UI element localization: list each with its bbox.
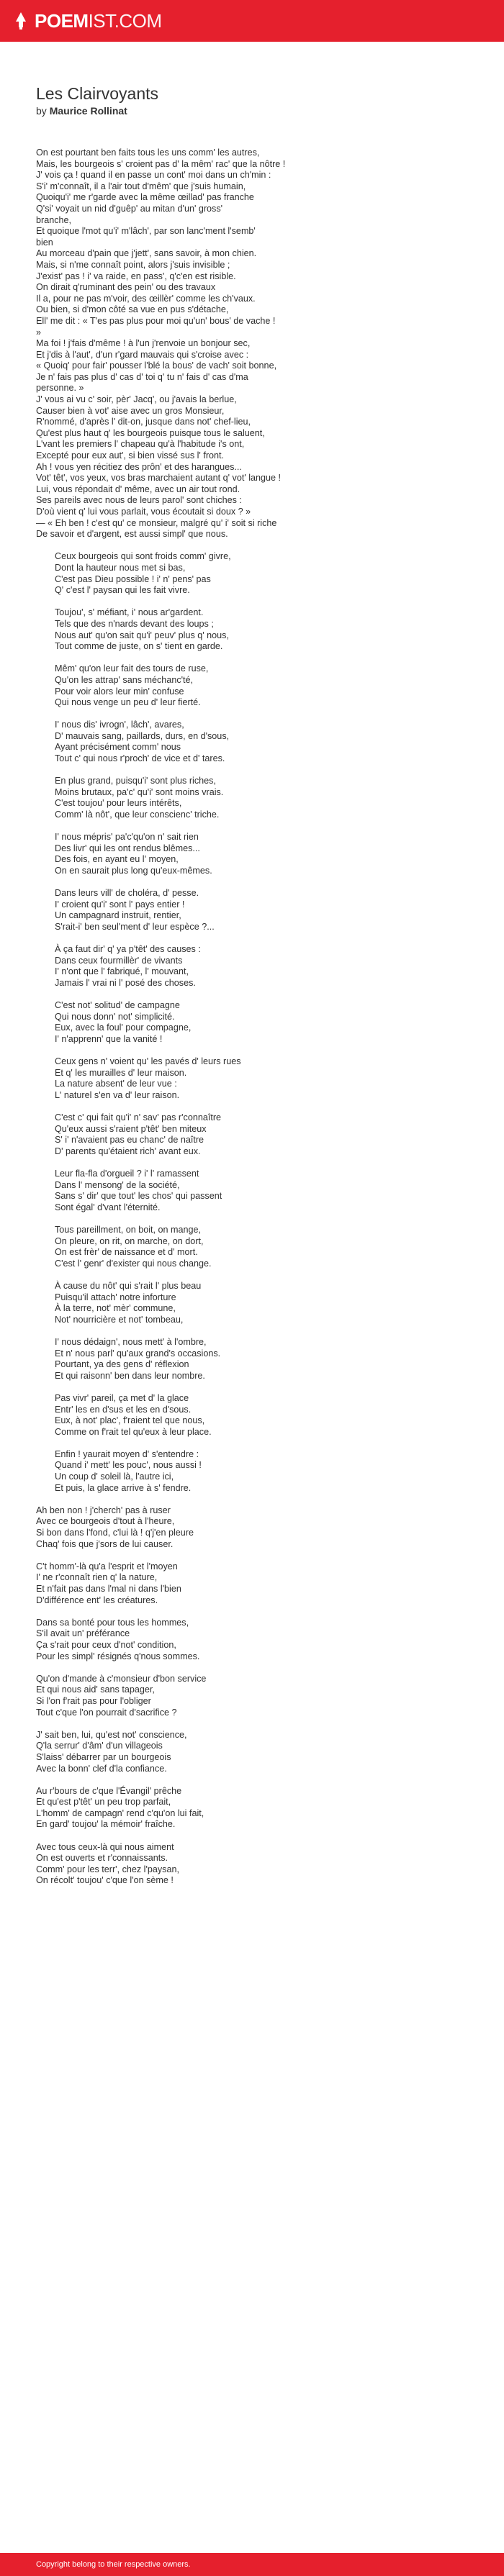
poem-line: D' mauvais sang, paillards, durs, en d'sous, xyxy=(55,730,230,741)
poem-line: Un coup d' soleil là, l'autre ici, xyxy=(55,1471,174,1482)
poem-line: Tels que des n'nards devant des loups ; xyxy=(55,618,214,629)
poem-line: Q' c'est l' paysan qui les fait vivre. xyxy=(55,585,190,596)
poem-line: bien xyxy=(36,237,53,248)
poem-line: Ça s'rait pour ceux d'not' condition, xyxy=(36,1639,176,1650)
poem-line: I' ne r'connaît rien q' la nature, xyxy=(36,1572,158,1583)
author-link[interactable]: Maurice Rollinat xyxy=(49,105,127,117)
poem-line: Q'si' voyait un nid d'guêp' au mitan d'un' gross' xyxy=(36,203,223,214)
poem-line: Vot' têt', vos yeux, vos bras marchaient autant q' vot' langue ! xyxy=(36,473,282,484)
poem-title: Les Clairvoyants xyxy=(36,84,159,103)
poem-line: Mêm' qu'on leur fait des tours de ruse, xyxy=(55,663,209,674)
poem-line: Ceux gens n' voient qu' les pavés d' leurs rues xyxy=(55,1056,241,1067)
poem-line: Not' nourricière et not' tombeau, xyxy=(55,1314,184,1325)
poem-body xyxy=(36,148,468,1887)
poem-line: À cause du nôt' qui s'rait l' plus beau xyxy=(55,1280,202,1291)
poem-line: Au morceau d'pain que j'jett', sans savoir, à mon chien. xyxy=(36,248,257,259)
poem-stanza xyxy=(36,1674,468,1718)
poem-line: Qu'on les attrap' sans méchanc'té, xyxy=(55,674,194,685)
poem-stanza xyxy=(36,1561,468,1606)
poem-line: Tout c' qui nous r'proch' de vice et d' tares. xyxy=(55,753,225,764)
poem-line: Dans leurs vill' de choléra, d' pesse. xyxy=(55,888,199,899)
poem-line: Comm' pour les terr', chez l'paysan, xyxy=(36,1864,179,1874)
poem-line: On pleure, on rit, on marche, on dort, xyxy=(55,1235,204,1246)
poem-line: S'laiss' débarrer par un bourgeois xyxy=(36,1751,171,1762)
poem-line: Je n' fais pas plus d' cas d' toi q' tu n' fais d' cas d'ma xyxy=(36,371,248,382)
poem-stanza xyxy=(36,1056,468,1101)
poem-line: Si bon dans l'fond, c'lui là ! q'j'en pleure xyxy=(36,1528,194,1538)
poem-line: — « Eh ben ! c'est qu' ce monsieur, malgré qu' i' soit si riche xyxy=(36,517,277,528)
poem-line: S'il avait un' préférance xyxy=(36,1628,130,1639)
poem-line: Nous aut' qu'on sait qu'i' peuv' plus q' nous, xyxy=(55,630,229,640)
poem-line: Sans s' dir' que tout' les chos' qui passent xyxy=(55,1191,222,1202)
poem-stanza xyxy=(36,1393,468,1438)
poem-line: personne. » xyxy=(36,383,84,394)
poem-line: Et n'fait pas dans l'mal ni dans l'bien xyxy=(36,1584,181,1594)
poem-line: Qui nous venge un peu d' leur fierté. xyxy=(55,697,201,708)
poem-line: S'rait-i' ben seul'ment d' leur espèce ?... xyxy=(55,921,215,932)
poem-line: On est frèr' de naissance et d' mort. xyxy=(55,1247,198,1258)
poem-line: Et qui raisonn' ben dans leur nombre. xyxy=(55,1370,205,1381)
poem-stanza xyxy=(36,1786,468,1831)
poem-line: Des livr' qui les ont rendus blêmes... xyxy=(55,843,200,853)
poem-line: Enfin ! yaurait moyen d' s'entendre : xyxy=(55,1448,199,1459)
poem-line: En gard' toujou' la mémoir' fraîche. xyxy=(36,1819,176,1830)
poem-line: L' naturel s'en va d' leur raison. xyxy=(55,1089,180,1100)
poem-line: Chaq' fois que j'sors de lui causer. xyxy=(36,1538,174,1549)
poem-line: On dirait q'ruminant des pein' ou des travaux xyxy=(36,282,216,293)
poem-line: Pour les simpl' résignés q'nous sommes. xyxy=(36,1651,200,1661)
poem-stanza xyxy=(36,551,468,596)
poem-stanza xyxy=(36,1337,468,1382)
poem-line: De savoir et d'argent, est aussi simpl' que nous. xyxy=(36,529,228,540)
poem-line: Des fois, en ayant eu l' moyen, xyxy=(55,854,179,865)
poem-line: J'exist' pas ! i' va raide, en pass', q'c'en est risible. xyxy=(36,271,236,281)
byline-prefix: by xyxy=(36,105,47,117)
poem-line: On est pourtant ben faits tous les uns comm' les autres, xyxy=(36,148,260,158)
poem-line: Et j'dis à l'aut', d'un r'gard mauvais qui s'croise avec : xyxy=(36,349,249,360)
poem-line: Ses pareils avec nous de leurs parol' sont chiches : xyxy=(36,495,242,506)
quill-pen-icon[interactable] xyxy=(13,11,29,31)
poem-line: Et qu'est p'têt' un peu trop parfait, xyxy=(36,1797,171,1808)
poem-line: I' croient qu'i' sont l' pays entier ! xyxy=(55,899,185,910)
poem-line: À la terre, not' mèr' commune, xyxy=(55,1303,176,1314)
poem-line: Q'la serrur' d'âm' d'un villageois xyxy=(36,1741,163,1751)
poem-line: À ça faut dir' q' ya p'têt' des causes : xyxy=(55,944,201,955)
poem-byline xyxy=(36,104,468,117)
site-logo[interactable] xyxy=(35,10,162,32)
poem-line: Mais, les bourgeois s' croient pas d' la mêm' rac' que la nôtre ! xyxy=(36,158,286,169)
poem-line: Pas vivr' pareil, ça met d' la glace xyxy=(55,1392,189,1403)
poem-line: Et q' les murailles d' leur maison. xyxy=(55,1067,187,1078)
logo-thin-text: IST.COM xyxy=(88,9,162,32)
poem-stanza xyxy=(36,663,468,708)
poem-line: Causer bien à vot' aise avec un gros Monsieur, xyxy=(36,405,225,416)
poem-line: C'est pas Dieu possible ! i' n' pens' pas xyxy=(55,573,211,584)
poem-line: C't homm'-là qu'a l'esprit et l'moyen xyxy=(36,1561,178,1572)
poem-line: Qui nous donn' not' simplicité. xyxy=(55,1011,175,1022)
poem-line: C'est l' genr' d'exister qui nous change. xyxy=(55,1258,212,1269)
poem-line: Comm' là nôt', que leur conscienc' triche. xyxy=(55,809,220,820)
poem-line: Et puis, la glace arrive à s' fendre. xyxy=(55,1482,192,1493)
poem-line: I' nous mépris' pa'c'qu'on n' sait rien xyxy=(55,832,199,843)
poem-stanza xyxy=(36,607,468,652)
poem-line: Dans l' mensong' de la société, xyxy=(55,1179,180,1190)
poem-stanza xyxy=(36,720,468,764)
poem-line: Ell' me dit : « T'es pas plus pour moi qu'un' bous' de vache ! xyxy=(36,315,276,326)
poem-line: S' i' n'avaient pas eu chanc' de naître xyxy=(55,1135,204,1146)
poem-stanza xyxy=(36,1000,468,1045)
poem-line: Qu'est plus haut q' les bourgeois puisque tous le saluent, xyxy=(36,427,265,438)
poem-line: Un campagnard instruit, rentier, xyxy=(55,910,181,921)
poem-line: Lui, vous répondait d' même, avec un air tout rond. xyxy=(36,484,240,494)
poem-stanza xyxy=(36,1225,468,1269)
poem-line: Ah ben non ! j'cherch' pas à ruser xyxy=(36,1505,171,1515)
poem-line: Mais, si n'me connaît point, alors j'suis invisible ; xyxy=(36,259,230,270)
poem-line: On récolt' toujou' c'que l'on sème ! xyxy=(36,1875,174,1886)
copyright-notice: Copyright belong to their respective owners. xyxy=(36,2560,191,2569)
poem-line: D'différence ent' les créatures. xyxy=(36,1595,158,1605)
poem-line: L'homm' de campagn' rend c'qu'on lui fait, xyxy=(36,1808,204,1818)
poem-line: Ceux bourgeois qui sont froids comm' givre, xyxy=(55,551,231,562)
poem-line: Et n' nous parl' qu'aux grand's occasions. xyxy=(55,1348,221,1359)
poem-line: J' vous ai vu c' soir, pèr' Jacq', ou j'avais la berlue, xyxy=(36,394,237,405)
poem-line: On en saurait plus long qu'eux-mêmes. xyxy=(55,866,212,876)
poem-line: « Quoiq' pour fair' pousser l'blé la bous' de vach' soit bonne, xyxy=(36,360,277,371)
poem-line: Qu'on d'mande à c'monsieur d'bon service xyxy=(36,1673,207,1684)
poem-line: Ayant précisément comm' nous xyxy=(55,742,181,753)
poem-line: I' n'ont que l' fabriqué, l' mouvant, xyxy=(55,966,189,977)
poem-line: Tous pareillment, on boit, on mange, xyxy=(55,1225,202,1235)
poem-line: branche, xyxy=(36,214,72,225)
poem-line: Eux, à not' plac', f'raient tel que nous, xyxy=(55,1415,205,1426)
poem-line: C'est not' solitud' de campagne xyxy=(55,1000,180,1011)
poem-stanza xyxy=(36,148,468,540)
poem-line: Pour voir alors leur min' confuse xyxy=(55,686,184,697)
poem-stanza xyxy=(36,832,468,876)
poem-line: Sont égal' d'vant l'éternité. xyxy=(55,1202,161,1212)
poem-stanza xyxy=(36,888,468,933)
poem-line: Entr' les en d'sus et les en d'sous. xyxy=(55,1404,192,1415)
poem-line: Tout comme de juste, on s' tient en garde. xyxy=(55,641,223,652)
poem-line: Avec la bonn' clef d'la confiance. xyxy=(36,1763,167,1774)
poem-line: Au r'bours de c'que l'Évangil' prêche xyxy=(36,1785,182,1796)
poem-line: Excepté pour eux aut', si bien vissé sus l' front. xyxy=(36,450,225,461)
poem-line: Eux, avec la foul' pour compagne, xyxy=(55,1022,192,1033)
poem-line: Ma foi ! j'fais d'même ! à l'un j'renvoie un bonjour sec, xyxy=(36,338,251,349)
poem-line: Pourtant, ya des gens d' réflexion xyxy=(55,1359,189,1370)
poem-content xyxy=(36,83,468,1898)
poem-line: Toujou', s' méfiant, i' nous ar'gardent. xyxy=(55,607,204,618)
poem-stanza xyxy=(36,1505,468,1550)
poem-stanza xyxy=(36,1281,468,1325)
poem-line: Quoiqu'i' me r'garde avec la même œillad' pas franche xyxy=(36,192,254,203)
poem-line: En plus grand, puisqu'i' sont plus riches, xyxy=(55,776,216,786)
poem-stanza xyxy=(36,944,468,989)
poem-line: L'vant les premiers l' chapeau qu'à l'habitude i's ont, xyxy=(36,439,245,450)
poem-stanza xyxy=(36,776,468,820)
poem-stanza xyxy=(36,1112,468,1157)
poem-stanza xyxy=(36,1842,468,1887)
site-footer xyxy=(0,2553,504,2576)
poem-line: Avec tous ceux-là qui nous aiment xyxy=(36,1841,174,1852)
poem-stanza xyxy=(36,1449,468,1494)
poem-line: Et quoique l'mot qu'i' m'lâch', par son lanc'ment l'semb' xyxy=(36,226,256,237)
poem-line: Tout c'que l'on pourrait d'sacrifice ? xyxy=(36,1707,177,1718)
logo-bold-text: POEM xyxy=(35,9,89,32)
poem-line: Jamais l' vrai ni l' posé des choses. xyxy=(55,977,196,988)
poem-line: » xyxy=(36,327,42,337)
poem-line: D'où vient q' lui vous parlait, vous écoutait si doux ? » xyxy=(36,507,251,517)
site-header xyxy=(0,0,504,42)
poem-line: Quand i' mett' les pouc', nous aussi ! xyxy=(55,1460,202,1471)
poem-line: C'est c' qui fait qu'i' n' sav' pas r'connaître xyxy=(55,1112,222,1123)
poem-line: I' nous dédaign', nous mett' à l'ombre, xyxy=(55,1336,207,1347)
poem-line: Puisqu'il attach' notre inforture xyxy=(55,1292,176,1302)
poem-line: On est ouverts et r'connaissants. xyxy=(36,1853,168,1864)
poem-line: D' parents qu'étaient rich' avant eux. xyxy=(55,1146,201,1156)
poem-line: Dont la hauteur nous met si bas, xyxy=(55,562,186,573)
poem-line: J' sait ben, lui, qu'est not' conscience, xyxy=(36,1729,187,1740)
poem-line: Qu'eux aussi s'raient p'têt' ben miteux xyxy=(55,1123,207,1134)
poem-line: Leur fla-fla d'orgueil ? i' l' ramassent xyxy=(55,1169,199,1179)
poem-line: I' nous dis' ivrogn', lâch', avares, xyxy=(55,720,184,730)
poem-line: Il a, pour ne pas m'voir, des œillèr' comme les ch'vaux. xyxy=(36,293,256,304)
poem-stanza xyxy=(36,1730,468,1774)
poem-line: Dans ceux fourmillèr' de vivants xyxy=(55,955,183,966)
poem-line: Avec ce bourgeois d'tout à l'heure, xyxy=(36,1516,175,1527)
poem-line: Si l'on f'rait pas pour l'obliger xyxy=(36,1695,151,1706)
poem-stanza xyxy=(36,1169,468,1213)
poem-stanza xyxy=(36,1618,468,1662)
poem-line: La nature absent' de leur vue : xyxy=(55,1079,177,1089)
poem-line: Comme on f'rait tel qu'eux à leur place. xyxy=(55,1426,212,1437)
poem-line: I' n'apprenn' que la vanité ! xyxy=(55,1033,163,1044)
poem-line: Dans sa bonté pour tous les hommes, xyxy=(36,1617,189,1628)
poem-line: Ah ! vous yen récitiez des prôn' et des harangues... xyxy=(36,461,242,472)
poem-line: C'est toujou' pour leurs intérêts, xyxy=(55,798,182,809)
poem-line: Et qui nous aid' sans tapager, xyxy=(36,1684,155,1695)
poem-line: R'nommé, d'après l' dit-on, jusque dans not' chef-lieu, xyxy=(36,417,251,427)
poem-line: J' vois ça ! quand il en passe un cont' moi dans un ch'min : xyxy=(36,170,271,181)
poem-line: Moins brutaux, pa'c' qu'i' sont moins vrais. xyxy=(55,786,224,797)
poem-line: S'i' m'connaît, il a l'air tout d'mêm' que j'suis humain, xyxy=(36,181,246,191)
poem-line: Ou bien, si d'mon côté sa vue en pus s'détache, xyxy=(36,304,229,315)
